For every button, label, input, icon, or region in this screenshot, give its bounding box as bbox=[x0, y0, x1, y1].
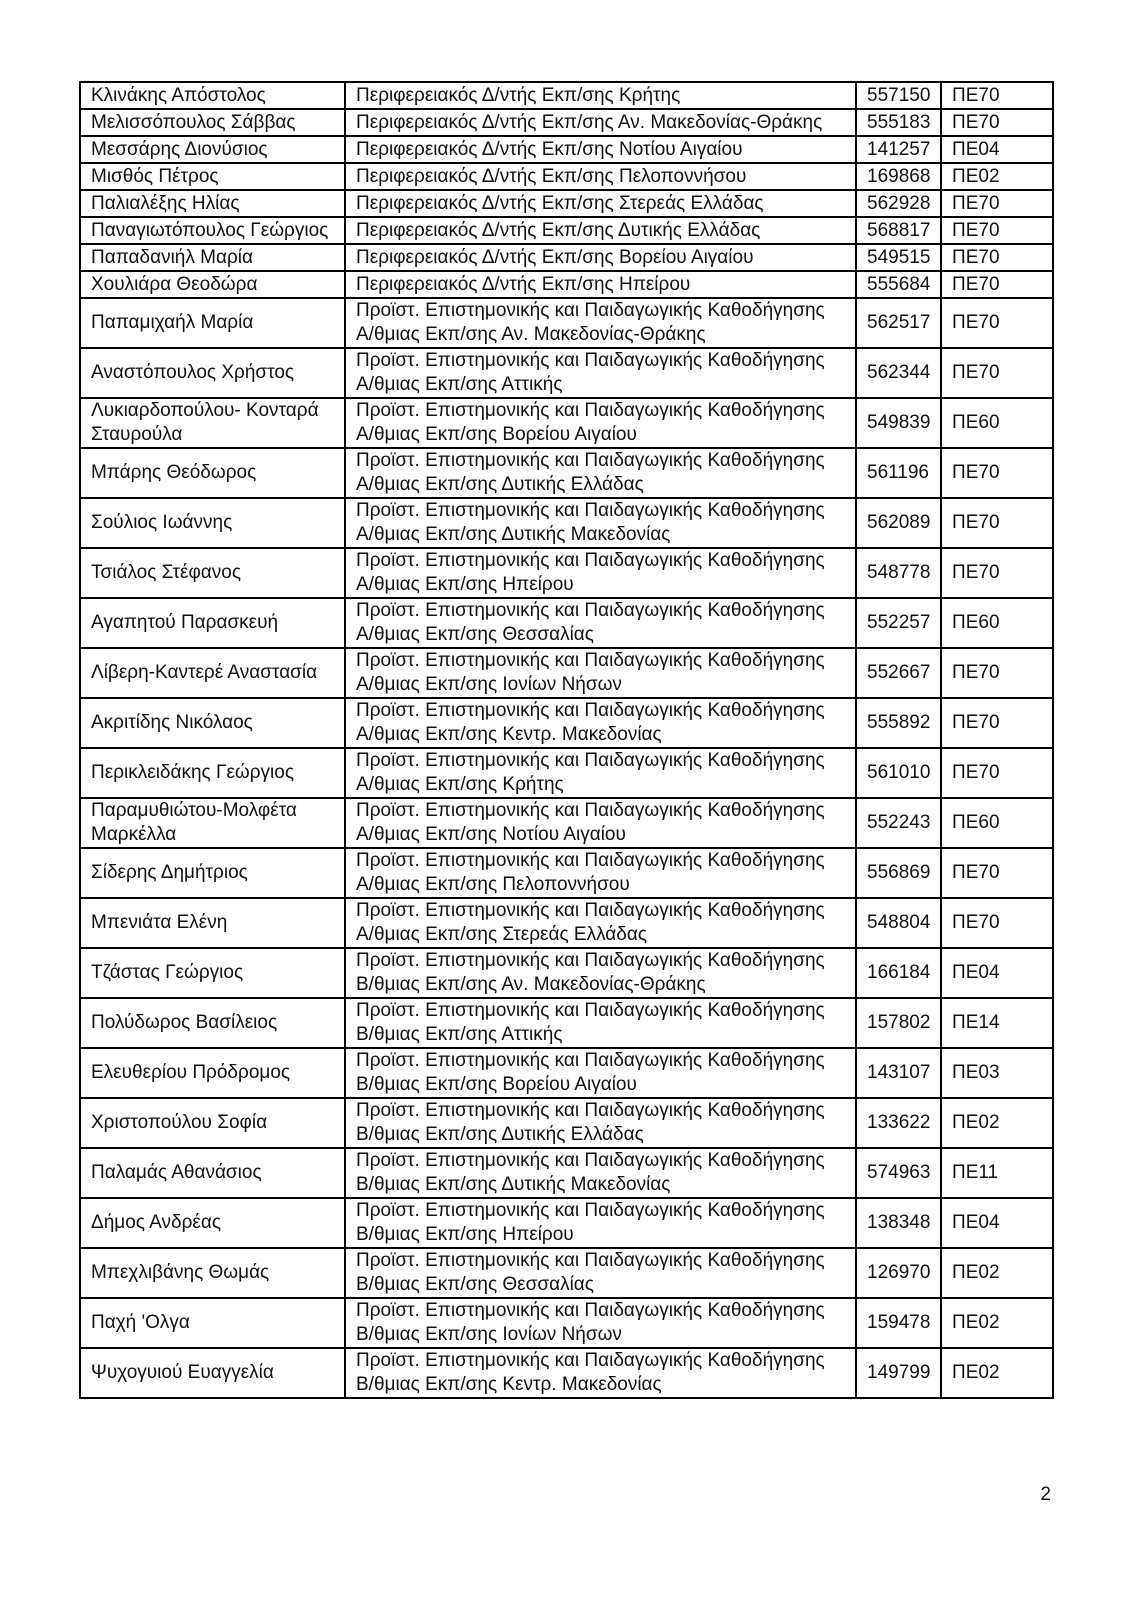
appointments-table-body bbox=[80, 82, 1053, 1398]
table-row bbox=[80, 136, 1053, 163]
specialty-cell: ΠΕ70 bbox=[941, 217, 1053, 244]
position-line: Α/θμιας Εκπ/σης Κρήτης bbox=[356, 774, 564, 795]
name-cell: Λυκιαρδοπούλου- Κονταρά Σταυρούλα bbox=[80, 398, 345, 448]
specialty-cell: ΠΕ70 bbox=[941, 498, 1053, 548]
registry-number-cell: 568817 bbox=[856, 217, 941, 244]
table-row bbox=[80, 298, 1053, 348]
registry-number-cell: 555684 bbox=[856, 271, 941, 298]
registry-number-cell: 169868 bbox=[856, 163, 941, 190]
table-row bbox=[80, 1198, 1053, 1248]
registry-number-cell: 561196 bbox=[856, 448, 941, 498]
position-line: Β/θμιας Εκπ/σης Ιονίων Νήσων bbox=[356, 1324, 622, 1345]
table-row bbox=[80, 698, 1053, 748]
registry-number-cell: 126970 bbox=[856, 1248, 941, 1298]
position-line: Περιφερειακός Δ/ντής Εκπ/σης Ηπείρου bbox=[356, 273, 691, 295]
position-line: Προϊστ. Επιστημονικής και Παιδαγωγικής Καθοδήγησης bbox=[356, 1000, 825, 1021]
position-line: Προϊστ. Επιστημονικής και Παιδαγωγικής Καθοδήγησης bbox=[356, 700, 825, 721]
position-line: Β/θμιας Εκπ/σης Αν. Μακεδονίας-Θράκης bbox=[356, 974, 706, 995]
registry-number-cell: 143107 bbox=[856, 1048, 941, 1098]
registry-number-cell: 562517 bbox=[856, 298, 941, 348]
specialty-cell: ΠΕ02 bbox=[941, 1098, 1053, 1148]
position-line: Α/θμιας Εκπ/σης Θεσσαλίας bbox=[356, 624, 594, 645]
specialty-cell: ΠΕ04 bbox=[941, 1198, 1053, 1248]
position-line: Περιφερειακός Δ/ντής Εκπ/σης Στερεάς Ελλάδας bbox=[356, 192, 764, 214]
registry-number-cell: 574963 bbox=[856, 1148, 941, 1198]
position-line: Προϊστ. Επιστημονικής και Παιδαγωγικής Καθοδήγησης bbox=[356, 350, 825, 371]
name-cell: Χριστοπούλου Σοφία bbox=[80, 1098, 345, 1148]
position-line: Περιφερειακός Δ/ντής Εκπ/σης Κρήτης bbox=[356, 84, 681, 106]
table-row bbox=[80, 548, 1053, 598]
registry-number-cell: 562928 bbox=[856, 190, 941, 217]
specialty-cell: ΠΕ70 bbox=[941, 271, 1053, 298]
position-line: Β/θμιας Εκπ/σης Θεσσαλίας bbox=[356, 1274, 594, 1295]
position-line: Περιφερειακός Δ/ντής Εκπ/σης Νοτίου Αιγαίου bbox=[356, 138, 743, 160]
position-cell bbox=[345, 648, 856, 698]
position-cell bbox=[345, 448, 856, 498]
position-cell bbox=[345, 1048, 856, 1098]
name-cell: Ψυχογυιού Ευαγγελία bbox=[80, 1348, 345, 1398]
position-cell bbox=[345, 598, 856, 648]
position-cell bbox=[345, 1298, 856, 1348]
table-row bbox=[80, 1048, 1053, 1098]
name-cell: Δήμος Ανδρέας bbox=[80, 1198, 345, 1248]
name-cell: Ακριτίδης Νικόλαος bbox=[80, 698, 345, 748]
position-cell bbox=[345, 298, 856, 348]
specialty-cell: ΠΕ70 bbox=[941, 244, 1053, 271]
position-line: Β/θμιας Εκπ/σης Ηπείρου bbox=[356, 1224, 574, 1245]
table-row bbox=[80, 948, 1053, 998]
position-line: Α/θμιας Εκπ/σης Κεντρ. Μακεδονίας bbox=[356, 724, 662, 745]
specialty-cell: ΠΕ02 bbox=[941, 163, 1053, 190]
position-cell bbox=[345, 217, 856, 244]
table-row bbox=[80, 598, 1053, 648]
registry-number-cell: 561010 bbox=[856, 748, 941, 798]
position-cell bbox=[345, 498, 856, 548]
position-line: Προϊστ. Επιστημονικής και Παιδαγωγικής Καθοδήγησης bbox=[356, 850, 825, 871]
specialty-cell: ΠΕ70 bbox=[941, 448, 1053, 498]
specialty-cell: ΠΕ02 bbox=[941, 1348, 1053, 1398]
specialty-cell: ΠΕ04 bbox=[941, 136, 1053, 163]
table-row bbox=[80, 109, 1053, 136]
position-cell bbox=[345, 1148, 856, 1198]
table-row bbox=[80, 1348, 1053, 1398]
registry-number-cell: 141257 bbox=[856, 136, 941, 163]
registry-number-cell: 138348 bbox=[856, 1198, 941, 1248]
position-line: Προϊστ. Επιστημονικής και Παιδαγωγικής Καθοδήγησης bbox=[356, 400, 825, 421]
table-row bbox=[80, 1298, 1053, 1348]
registry-number-cell: 552257 bbox=[856, 598, 941, 648]
position-cell bbox=[345, 271, 856, 298]
position-line: Α/θμιας Εκπ/σης Δυτικής Μακεδονίας bbox=[356, 524, 671, 545]
registry-number-cell: 159478 bbox=[856, 1298, 941, 1348]
registry-number-cell: 166184 bbox=[856, 948, 941, 998]
position-line: Β/θμιας Εκπ/σης Βορείου Αιγαίου bbox=[356, 1074, 637, 1095]
position-line: Περιφερειακός Δ/ντής Εκπ/σης Βορείου Αιγαίου bbox=[356, 246, 754, 268]
registry-number-cell: 549515 bbox=[856, 244, 941, 271]
specialty-cell: ΠΕ60 bbox=[941, 598, 1053, 648]
registry-number-cell: 552667 bbox=[856, 648, 941, 698]
position-line: Α/θμιας Εκπ/σης Δυτικής Ελλάδας bbox=[356, 474, 644, 495]
name-cell: Μελισσόπουλος Σάββας bbox=[80, 109, 345, 136]
position-cell bbox=[345, 1248, 856, 1298]
position-line: Προϊστ. Επιστημονικής και Παιδαγωγικής Καθοδήγησης bbox=[356, 300, 825, 321]
position-line: Α/θμιας Εκπ/σης Πελοποννήσου bbox=[356, 874, 630, 895]
name-cell: Παπαμιχαήλ Μαρία bbox=[80, 298, 345, 348]
table-row bbox=[80, 82, 1053, 109]
registry-number-cell: 556869 bbox=[856, 848, 941, 898]
name-cell: Μπάρης Θεόδωρος bbox=[80, 448, 345, 498]
registry-number-cell: 133622 bbox=[856, 1098, 941, 1148]
specialty-cell: ΠΕ60 bbox=[941, 798, 1053, 848]
name-cell: Τζάστας Γεώργιος bbox=[80, 948, 345, 998]
position-line: Προϊστ. Επιστημονικής και Παιδαγωγικής Καθοδήγησης bbox=[356, 1300, 825, 1321]
position-line: Προϊστ. Επιστημονικής και Παιδαγωγικής Καθοδήγησης bbox=[356, 800, 825, 821]
name-cell: Παχή 'Ολγα bbox=[80, 1298, 345, 1348]
name-cell: Παραμυθιώτου-Μολφέτα Μαρκέλλα bbox=[80, 798, 345, 848]
position-line: Προϊστ. Επιστημονικής και Παιδαγωγικής Καθοδήγησης bbox=[356, 1250, 825, 1271]
name-cell: Μεσσάρης Διονύσιος bbox=[80, 136, 345, 163]
position-cell bbox=[345, 82, 856, 109]
name-cell: Πολύδωρος Βασίλειος bbox=[80, 998, 345, 1048]
specialty-cell: ΠΕ02 bbox=[941, 1298, 1053, 1348]
specialty-cell: ΠΕ60 bbox=[941, 398, 1053, 448]
position-cell bbox=[345, 398, 856, 448]
specialty-cell: ΠΕ03 bbox=[941, 1048, 1053, 1098]
name-cell: Χουλιάρα Θεοδώρα bbox=[80, 271, 345, 298]
specialty-cell: ΠΕ70 bbox=[941, 190, 1053, 217]
table-row bbox=[80, 398, 1053, 448]
position-line: Προϊστ. Επιστημονικής και Παιδαγωγικής Καθοδήγησης bbox=[356, 1150, 825, 1171]
position-cell bbox=[345, 998, 856, 1048]
position-line: Περιφερειακός Δ/ντής Εκπ/σης Αν. Μακεδονίας-Θράκης bbox=[356, 111, 823, 133]
table-row bbox=[80, 1148, 1053, 1198]
name-cell: Μπενιάτα Ελένη bbox=[80, 898, 345, 948]
registry-number-cell: 549839 bbox=[856, 398, 941, 448]
position-line: Προϊστ. Επιστημονικής και Παιδαγωγικής Καθοδήγησης bbox=[356, 1200, 825, 1221]
specialty-cell: ΠΕ70 bbox=[941, 298, 1053, 348]
registry-number-cell: 548804 bbox=[856, 898, 941, 948]
specialty-cell: ΠΕ11 bbox=[941, 1148, 1053, 1198]
position-line: Α/θμιας Εκπ/σης Βορείου Αιγαίου bbox=[356, 424, 637, 445]
position-line: Α/θμιας Εκπ/σης Αν. Μακεδονίας-Θράκης bbox=[356, 324, 706, 345]
position-line: Προϊστ. Επιστημονικής και Παιδαγωγικής Καθοδήγησης bbox=[356, 550, 825, 571]
position-line: Β/θμιας Εκπ/σης Αττικής bbox=[356, 1024, 563, 1045]
position-cell bbox=[345, 848, 856, 898]
name-cell: Μπεχλιβάνης Θωμάς bbox=[80, 1248, 345, 1298]
registry-number-cell: 157802 bbox=[856, 998, 941, 1048]
specialty-cell: ΠΕ04 bbox=[941, 948, 1053, 998]
position-cell bbox=[345, 109, 856, 136]
position-line: Α/θμιας Εκπ/σης Ιονίων Νήσων bbox=[356, 674, 622, 695]
registry-number-cell: 562089 bbox=[856, 498, 941, 548]
position-cell bbox=[345, 190, 856, 217]
name-cell: Παλαμάς Αθανάσιος bbox=[80, 1148, 345, 1198]
specialty-cell: ΠΕ02 bbox=[941, 1248, 1053, 1298]
name-cell: Τσιάλος Στέφανος bbox=[80, 548, 345, 598]
name-cell: Παλιαλέξης Ηλίας bbox=[80, 190, 345, 217]
specialty-cell: ΠΕ70 bbox=[941, 348, 1053, 398]
name-cell: Αγαπητού Παρασκευή bbox=[80, 598, 345, 648]
position-line: Προϊστ. Επιστημονικής και Παιδαγωγικής Καθοδήγησης bbox=[356, 450, 825, 471]
position-cell bbox=[345, 798, 856, 848]
position-line: Προϊστ. Επιστημονικής και Παιδαγωγικής Καθοδήγησης bbox=[356, 650, 825, 671]
name-cell: Αναστόπουλος Χρήστος bbox=[80, 348, 345, 398]
position-line: Β/θμιας Εκπ/σης Δυτικής Ελλάδας bbox=[356, 1124, 644, 1145]
table-row bbox=[80, 998, 1053, 1048]
name-cell: Παπαδανιήλ Μαρία bbox=[80, 244, 345, 271]
page-number: 2 bbox=[1040, 1484, 1051, 1505]
table-row bbox=[80, 348, 1053, 398]
position-line: Α/θμιας Εκπ/σης Νοτίου Αιγαίου bbox=[356, 824, 626, 845]
registry-number-cell: 555183 bbox=[856, 109, 941, 136]
name-cell: Παναγιωτόπουλος Γεώργιος bbox=[80, 217, 345, 244]
position-line: Προϊστ. Επιστημονικής και Παιδαγωγικής Καθοδήγησης bbox=[356, 1350, 825, 1371]
position-line: Προϊστ. Επιστημονικής και Παιδαγωγικής Καθοδήγησης bbox=[356, 600, 825, 621]
name-cell: Μισθός Πέτρος bbox=[80, 163, 345, 190]
name-cell: Σίδερης Δημήτριος bbox=[80, 848, 345, 898]
position-line: Α/θμιας Εκπ/σης Ηπείρου bbox=[356, 574, 574, 595]
table-row bbox=[80, 163, 1053, 190]
position-cell bbox=[345, 1348, 856, 1398]
table-row bbox=[80, 848, 1053, 898]
specialty-cell: ΠΕ14 bbox=[941, 998, 1053, 1048]
specialty-cell: ΠΕ70 bbox=[941, 109, 1053, 136]
table-row bbox=[80, 1098, 1053, 1148]
table-row bbox=[80, 798, 1053, 848]
appointments-table bbox=[79, 81, 1054, 1399]
table-row bbox=[80, 244, 1053, 271]
position-line: Περιφερειακός Δ/ντής Εκπ/σης Πελοποννήσου bbox=[356, 165, 747, 187]
position-cell bbox=[345, 898, 856, 948]
table-row bbox=[80, 217, 1053, 244]
specialty-cell: ΠΕ70 bbox=[941, 748, 1053, 798]
position-cell bbox=[345, 748, 856, 798]
specialty-cell: ΠΕ70 bbox=[941, 548, 1053, 598]
position-cell bbox=[345, 163, 856, 190]
specialty-cell: ΠΕ70 bbox=[941, 82, 1053, 109]
specialty-cell: ΠΕ70 bbox=[941, 698, 1053, 748]
position-line: Β/θμιας Εκπ/σης Κεντρ. Μακεδονίας bbox=[356, 1374, 662, 1395]
position-cell bbox=[345, 136, 856, 163]
position-cell bbox=[345, 1098, 856, 1148]
position-cell bbox=[345, 244, 856, 271]
specialty-cell: ΠΕ70 bbox=[941, 898, 1053, 948]
name-cell: Σούλιος Ιωάννης bbox=[80, 498, 345, 548]
table-row bbox=[80, 190, 1053, 217]
table-row bbox=[80, 498, 1053, 548]
position-line: Προϊστ. Επιστημονικής και Παιδαγωγικής Καθοδήγησης bbox=[356, 750, 825, 771]
position-cell bbox=[345, 548, 856, 598]
table-row bbox=[80, 648, 1053, 698]
position-line: Β/θμιας Εκπ/σης Δυτικής Μακεδονίας bbox=[356, 1174, 671, 1195]
position-line: Προϊστ. Επιστημονικής και Παιδαγωγικής Καθοδήγησης bbox=[356, 500, 825, 521]
name-cell: Ελευθερίου Πρόδρομος bbox=[80, 1048, 345, 1098]
position-cell bbox=[345, 698, 856, 748]
position-line: Προϊστ. Επιστημονικής και Παιδαγωγικής Καθοδήγησης bbox=[356, 1050, 825, 1071]
position-cell bbox=[345, 948, 856, 998]
table-row bbox=[80, 1248, 1053, 1298]
specialty-cell: ΠΕ70 bbox=[941, 848, 1053, 898]
specialty-cell: ΠΕ70 bbox=[941, 648, 1053, 698]
registry-number-cell: 149799 bbox=[856, 1348, 941, 1398]
registry-number-cell: 557150 bbox=[856, 82, 941, 109]
position-line: Α/θμιας Εκπ/σης Στερεάς Ελλάδας bbox=[356, 924, 647, 945]
position-line: Προϊστ. Επιστημονικής και Παιδαγωγικής Καθοδήγησης bbox=[356, 900, 825, 921]
name-cell: Λίβερη-Καντερέ Αναστασία bbox=[80, 648, 345, 698]
name-cell: Περικλειδάκης Γεώργιος bbox=[80, 748, 345, 798]
position-line: Προϊστ. Επιστημονικής και Παιδαγωγικής Καθοδήγησης bbox=[356, 1100, 825, 1121]
table-row bbox=[80, 271, 1053, 298]
table-row bbox=[80, 748, 1053, 798]
position-cell bbox=[345, 348, 856, 398]
registry-number-cell: 548778 bbox=[856, 548, 941, 598]
registry-number-cell: 555892 bbox=[856, 698, 941, 748]
position-line: Περιφερειακός Δ/ντής Εκπ/σης Δυτικής Ελλάδας bbox=[356, 219, 761, 241]
name-cell: Κλινάκης Απόστολος bbox=[80, 82, 345, 109]
position-line: Α/θμιας Εκπ/σης Αττικής bbox=[356, 374, 563, 395]
position-line: Προϊστ. Επιστημονικής και Παιδαγωγικής Καθοδήγησης bbox=[356, 950, 825, 971]
position-cell bbox=[345, 1198, 856, 1248]
registry-number-cell: 552243 bbox=[856, 798, 941, 848]
table-row bbox=[80, 898, 1053, 948]
registry-number-cell: 562344 bbox=[856, 348, 941, 398]
table-row bbox=[80, 448, 1053, 498]
